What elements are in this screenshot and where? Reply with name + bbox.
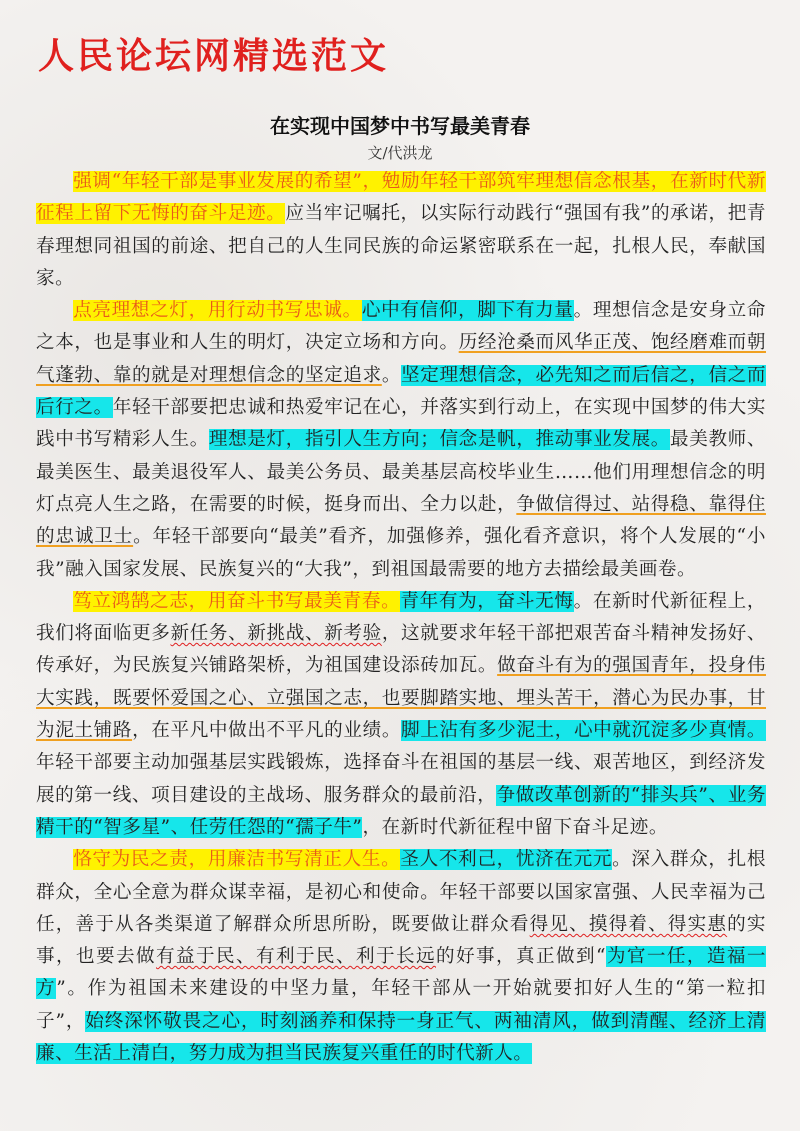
highlight-topic: 笃立鸿鹄之志，用奋斗书写最美青春。 <box>73 590 401 612</box>
highlight-key: 青年有为，奋斗无悔 <box>400 590 574 612</box>
highlight-key: 理想是灯，指引人生方向；信念是帆，推动事业发展。 <box>208 429 671 451</box>
text-run: ，在平凡中做出不平凡的业绩。 <box>132 720 402 742</box>
wavy-underline-phrase: 有益于民、有利于民、利于长远 <box>156 946 436 968</box>
site-title: 人民论坛网精选范文 <box>38 35 390 77</box>
underline-phrase: 做奋斗有为的强国青年，投身伟大实践，既要怀爱国之心、立强国之志，也要脚踏实地、埋头苦干，潜心为民办事，甘为泥土铺路 <box>36 655 766 742</box>
text-run: ”。作为祖国未来建设的中坚力量，年轻干部从一开始就要扣好人生的“第一粒扣子”， <box>36 978 766 1032</box>
highlight-key: 为官一任，造福一方 <box>36 946 766 1000</box>
highlight-key: 坚定理想信念，必先知之而后信之，信之而后行之。 <box>36 364 766 419</box>
text-run: 的好事，真正做到“ <box>435 946 606 968</box>
highlight-key: 脚上沾有多少泥土，心中就沉淀多少真情。 <box>401 720 766 742</box>
underline-phrase: 历经沧桑而风华正茂、饱经磨难而朝气蓬勃、靠的就是对理想信念的坚定追求 <box>36 332 766 386</box>
text-run: 。 <box>381 364 402 386</box>
text-run: ，这就要求年轻干部把艰苦奋斗精神发扬好、传承好，为民族复兴铺路架桥，为祖国建设添砖加瓦。 <box>36 623 766 677</box>
article-title: 在实现中国梦中书写最美青春 <box>270 114 530 138</box>
paragraph-1 <box>36 166 766 295</box>
highlight-key: 始终深怀敬畏之心，时刻涵养和保持一身正气、两袖清风，做到清醒、经济上清廉、生活上清白，努力成为担当民族复兴重任的时代新人。 <box>36 1010 766 1065</box>
article-body <box>36 166 766 1070</box>
text-run: 。理想信念是安身立命之本，也是事业和人生的明灯，决定立场和方向。 <box>36 300 766 354</box>
paragraph-4 <box>36 844 766 1070</box>
highlight-key: 圣人不利己，忧济在元元 <box>400 849 613 871</box>
highlight-topic: 强调“年轻干部是事业发展的希望”，勉励年轻干部筑牢理想信念根基，在新时代新征程上留下无悔的奋斗足迹。 <box>36 171 766 225</box>
paragraph-3 <box>36 586 766 844</box>
paragraph-2 <box>36 295 766 586</box>
text-run: 应当牢记嘱托，以实际行动践行“强国有我”的承诺，把青春理想同祖国的前途、把自己的人生同民族的命运紧密联系在一起，扎根人民，奉献国家。 <box>36 203 766 289</box>
text-run: 的实事，也要去做 <box>36 913 766 968</box>
text-run: 最美教师、最美医生、最美退役军人、最美公务员、最美基层高校毕业生……他们用理想信念的明灯点亮人生之路，在需要的时候，挺身而出、全力以赴， <box>36 429 766 515</box>
highlight-topic: 点亮理想之灯，用行动书写忠诚。 <box>73 300 362 322</box>
text-run: 年轻干部要把忠诚和热爱牢记在心，并落实到行动上，在实现中国梦的伟大实践中书写精彩人生。 <box>36 397 766 451</box>
wavy-underline-phrase: 新任务、新挑战、新考验 <box>170 623 382 645</box>
highlight-topic: 恪守为民之责，用廉洁书写清正人生。 <box>73 849 401 871</box>
underline-phrase: 争做信得过、站得稳、靠得住的忠诚卫士 <box>36 493 766 548</box>
article-author: 文/代洪龙 <box>367 144 433 162</box>
text-run: 。在新时代新征程上，我们将面临更多 <box>36 590 766 645</box>
text-run: 。深入群众，扎根群众，全心全意为群众谋幸福，是初心和使命。年轻干部要以国家富强、人民幸福为己任，善于从各类渠道了解群众所思所盼，既要做让群众看 <box>36 849 766 935</box>
text-run: ，在新时代新征程中留下奋斗足迹。 <box>362 816 668 838</box>
highlight-key: 心中有信仰，脚下有力量 <box>361 300 574 322</box>
highlight-key: 争做改革创新的“排头兵”、业务精干的“智多星”、任劳任怨的“孺子牛” <box>36 784 766 838</box>
wavy-underline-phrase: 得见、摸得着、得实惠 <box>529 913 728 935</box>
text-run: 年轻干部要主动加强基层实践锻炼，选择奋斗在祖国的基层一线、艰苦地区，到经济发展的第一线、项目建设的主战场、服务群众的最前沿， <box>36 752 766 806</box>
text-run: 。年轻干部要向“最美”看齐，加强修养，强化看齐意识，将个人发展的“小我”融入国家发展、民族复兴的“大我”，到祖国最需要的地方去描绘最美画卷。 <box>36 526 766 580</box>
